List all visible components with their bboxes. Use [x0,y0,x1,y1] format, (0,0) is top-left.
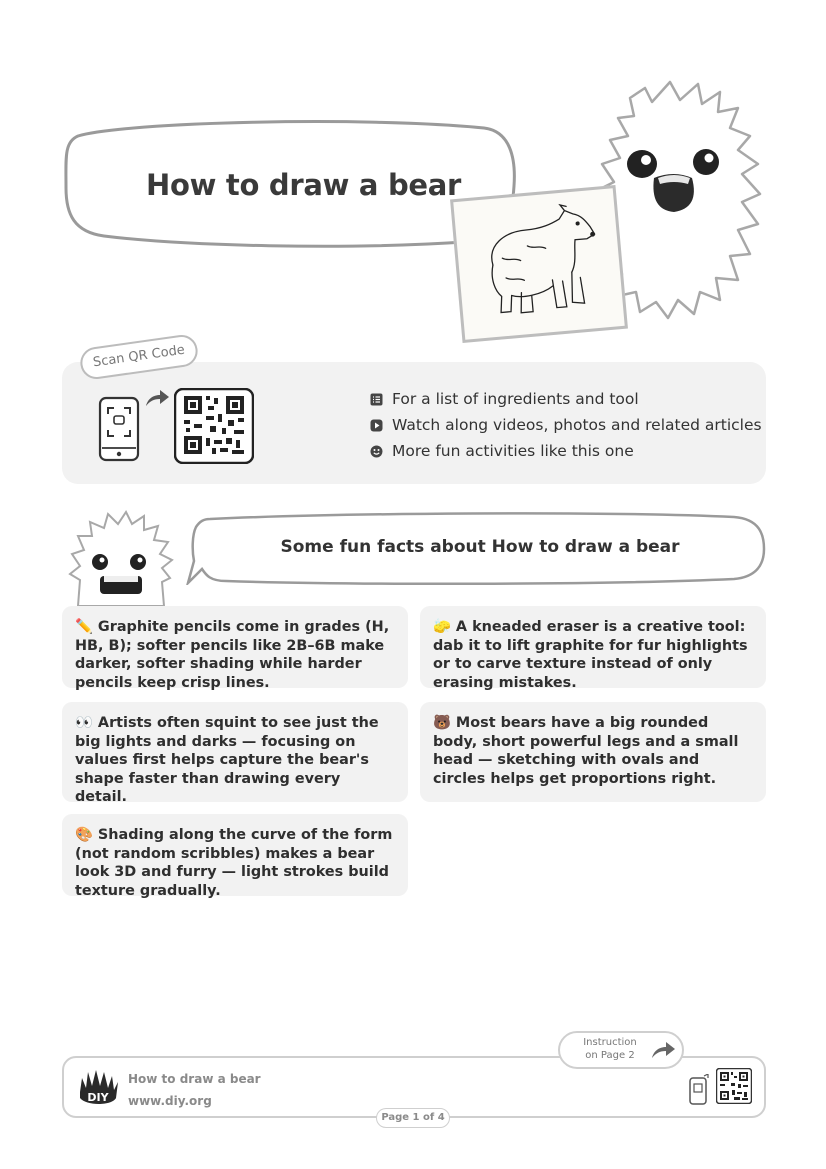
diy-logo [76,1068,120,1108]
instruction-label[interactable] [570,1036,650,1062]
fact-card [62,814,408,899]
list-icon [370,393,383,406]
qr-benefit-item [370,412,762,438]
fact-text: 🐻 Most bears have a big rounded body, short powerful legs and a small head — sketching with ovals and circles helps get proportions right. [433,715,739,787]
qr-benefit-label: Watch along videos, photos and related articles [392,416,762,434]
fact-card [62,702,408,805]
smiley-icon [370,445,383,458]
phone-icon [688,1074,710,1106]
qr-benefit-item [370,438,762,464]
page-indicator: Page 1 of 4 [376,1108,450,1128]
phone-icon [98,396,140,462]
small-yeti-illustration [66,510,176,606]
qr-code [174,388,254,464]
forward-arrow-icon[interactable] [650,1040,676,1060]
qr-benefit-label: For a list of ingredients and tool [392,390,639,408]
bear-photo-card [450,185,628,343]
page-title: How to draw a bear [146,168,462,202]
fact-text: ✏️ Graphite pencils come in grades (H, HB, B); softer pencils like 2B–6B make darker, softer shading while harder pencils keep crisp lines. [75,619,390,691]
footer-qr-code [716,1068,752,1104]
facts-title: Some fun facts about How to draw a bear [280,537,680,557]
footer-url[interactable]: www.diy.org [128,1094,212,1108]
play-icon [370,419,383,432]
fact-card [420,702,766,802]
instruction-line-2: on Page 2 [585,1050,635,1061]
arrow-icon [144,388,170,408]
scan-qr-label: Scan QR Code [78,333,199,381]
qr-benefit-item [370,386,762,412]
fact-text: 🎨 Shading along the curve of the form (not random scribbles) makes a bear look 3D and furry — light strokes build texture gradually. [75,827,393,899]
fact-card [62,606,408,691]
svg-text:DIY: DIY [87,1091,109,1104]
qr-benefit-label: More fun activities like this one [392,442,634,460]
qr-benefits-list [370,386,762,464]
bear-sketch-image [453,188,624,339]
footer-title: How to draw a bear [128,1072,261,1086]
instruction-line-1: Instruction [583,1037,637,1048]
fact-text: 👀 Artists often squint to see just the big lights and darks — focusing on values first helps capture the bear's shape faster than drawing every detail. [75,715,379,805]
fact-text: 🧽 A kneaded eraser is a creative tool: dab it to lift graphite for fur highlights or to carve texture instead of only erasing mistakes. [433,619,748,691]
fact-card [420,606,766,691]
